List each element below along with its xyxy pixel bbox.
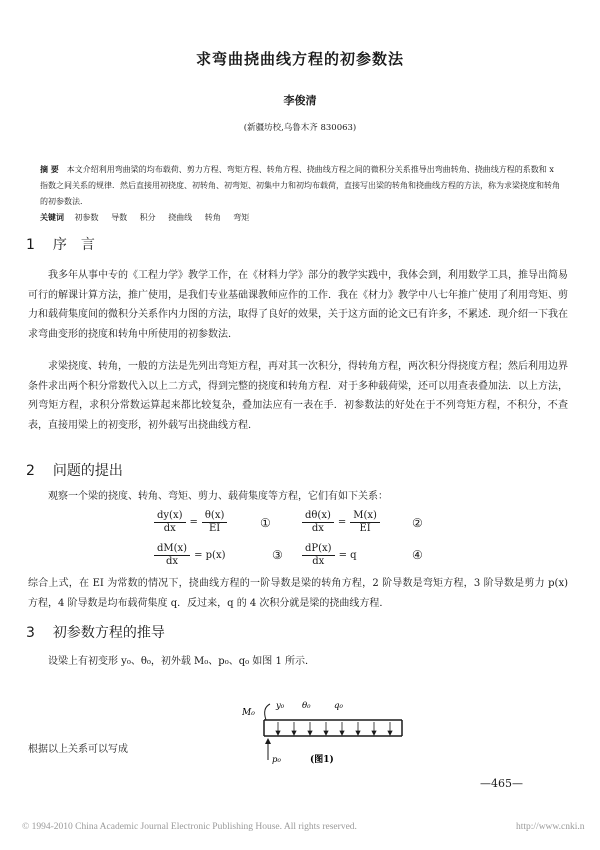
- equation-number: ②: [412, 516, 423, 530]
- equation-number: ③: [272, 548, 283, 562]
- abstract-text: 本文介绍利用弯曲梁的均布载荷、剪力方程、弯矩方程、转角方程、挠曲线方程之间的微积分关系推导出弯曲转角、挠曲线方程的系数和 x 指数之间关系的规律．然后直接用初挠度、初转角、初弯矩、初集中力和初均布载荷，直接写出梁的转角和挠曲线方程的方法，称为求梁挠度和转角的初参数法．: [40, 165, 560, 206]
- equation-number: ①: [260, 516, 271, 530]
- keyword: 导数: [111, 213, 128, 222]
- page-number: —465—: [480, 777, 523, 790]
- paragraph-text: 设梁上有初变形 y₀、θ₀，初外载 M₀、p₀、q₀ 如图 1 所示．: [48, 656, 316, 667]
- equation-number: ④: [412, 548, 423, 562]
- keyword: 挠曲线: [168, 213, 193, 222]
- footer-url[interactable]: http://www.cnki.n: [516, 822, 585, 832]
- footer: [22, 822, 600, 832]
- abstract: [40, 162, 562, 210]
- label-y0: y₀: [276, 701, 285, 711]
- arrow-up-icon: [265, 738, 271, 744]
- section-title: 初参数方程的推导: [52, 625, 165, 641]
- figure-caption: (图1): [310, 755, 334, 765]
- abstract-label: 摘 要: [40, 165, 59, 174]
- label-theta0: θ₀: [302, 701, 311, 711]
- paragraph-text: 我多年从事中专的《工程力学》教学工作，在《材料力学》部分的教学实践中，我体会到，利用数学工具，推导出简易可行的解课计算方法，推广使用，是我们专业基础课教师应作的工作．我在《材力》教学中八七年推广使用了利用弯矩、剪力和载荷集度间的微积分关系作内力图的方法，取得了良好的效果，关于这方面的论文已有许多，不累述．现介绍一下我在求弯曲变形的挠度和转角中所使用的初参数法．: [28, 270, 568, 340]
- keyword: 初参数: [74, 213, 99, 222]
- section-number: 1: [26, 237, 35, 253]
- keyword: 转角: [204, 213, 221, 222]
- paragraph-summary: [28, 574, 568, 613]
- keyword: 弯矩: [233, 213, 250, 222]
- equation-3: $\frac{dM(x)}{dx}$ = p(x): [150, 543, 226, 568]
- moment-arrow-icon: [265, 704, 270, 720]
- affiliation: (新疆坊校,乌鲁木齐 830063): [243, 123, 357, 133]
- figure-1-beam-diagram: [242, 700, 412, 770]
- keyword: 积分: [139, 213, 156, 222]
- section-heading-1: [26, 234, 95, 254]
- paragraph-text: 综合上式，在 EI 为常数的情况下，挠曲线方程的一阶导数是梁的转角方程，2 阶导数是弯矩方程，3 阶导数是剪力 p(x) 方程，4 阶导数是均布载荷集度 q．反过来，q 的 4 次积分就是梁的挠曲线方程．: [28, 578, 568, 609]
- section-number: 2: [26, 463, 35, 479]
- paragraph-text: 求梁挠度、转角，一般的方法是先列出弯矩方程，再对其一次积分，得转角方程，两次积分得挠度方程；然后利用边界条件求出两个积分常数代入以上二方式，得到完整的挠度和转角方程．对于多种载荷梁，还可以用查表叠加法．以上方法，列弯矩方程，求积分常数运算起来都比较复杂，叠加法应有一表在手．初参数法的好处在于不列弯矩方程，不积分，不查表，直接用梁上的初变形，初外载写出挠曲线方程．: [28, 361, 568, 431]
- section-number: 3: [26, 625, 35, 641]
- section-heading-2: [26, 460, 123, 480]
- author: 李俊清: [283, 94, 317, 107]
- label-M0: M₀: [242, 708, 255, 718]
- paragraph-methods: [28, 357, 568, 435]
- section-heading-3: [26, 622, 165, 642]
- label-q0: q₀: [334, 701, 343, 711]
- copyright-text: © 1994-2010 China Academic Journal Electronic Publishing House. All rights reserved.: [22, 822, 357, 832]
- section-title: 问题的提出: [52, 463, 123, 479]
- paragraph-intro: [28, 266, 568, 344]
- equation-2: $\frac{d\theta(x)}{dx}$ = $\frac{M(x)}{EI}$: [298, 510, 384, 535]
- paragraph-observe: [28, 487, 568, 507]
- paragraph-text: 观察一个梁的挠度、转角、弯矩、剪力、载荷集度等方程，它们有如下关系：: [48, 491, 388, 502]
- keywords-label: 关键词: [40, 213, 64, 222]
- label-p0: p₀: [272, 755, 281, 765]
- paragraph-setup: [28, 652, 568, 672]
- equation-block: [150, 510, 470, 570]
- paragraph-relations: 根据以上关系可以写成: [28, 744, 128, 755]
- paper-title: 求弯曲挠曲线方程的初参数法: [195, 50, 404, 68]
- equation-1: $\frac{dy(x)}{dx}$ = $\frac{\theta(x)}{EI}$: [150, 510, 231, 535]
- section-title: 序 言: [52, 237, 95, 253]
- keywords: [40, 212, 259, 223]
- equation-4: $\frac{dP(x)}{dx}$ = q: [298, 543, 357, 568]
- distributed-load-arrows: [276, 722, 392, 735]
